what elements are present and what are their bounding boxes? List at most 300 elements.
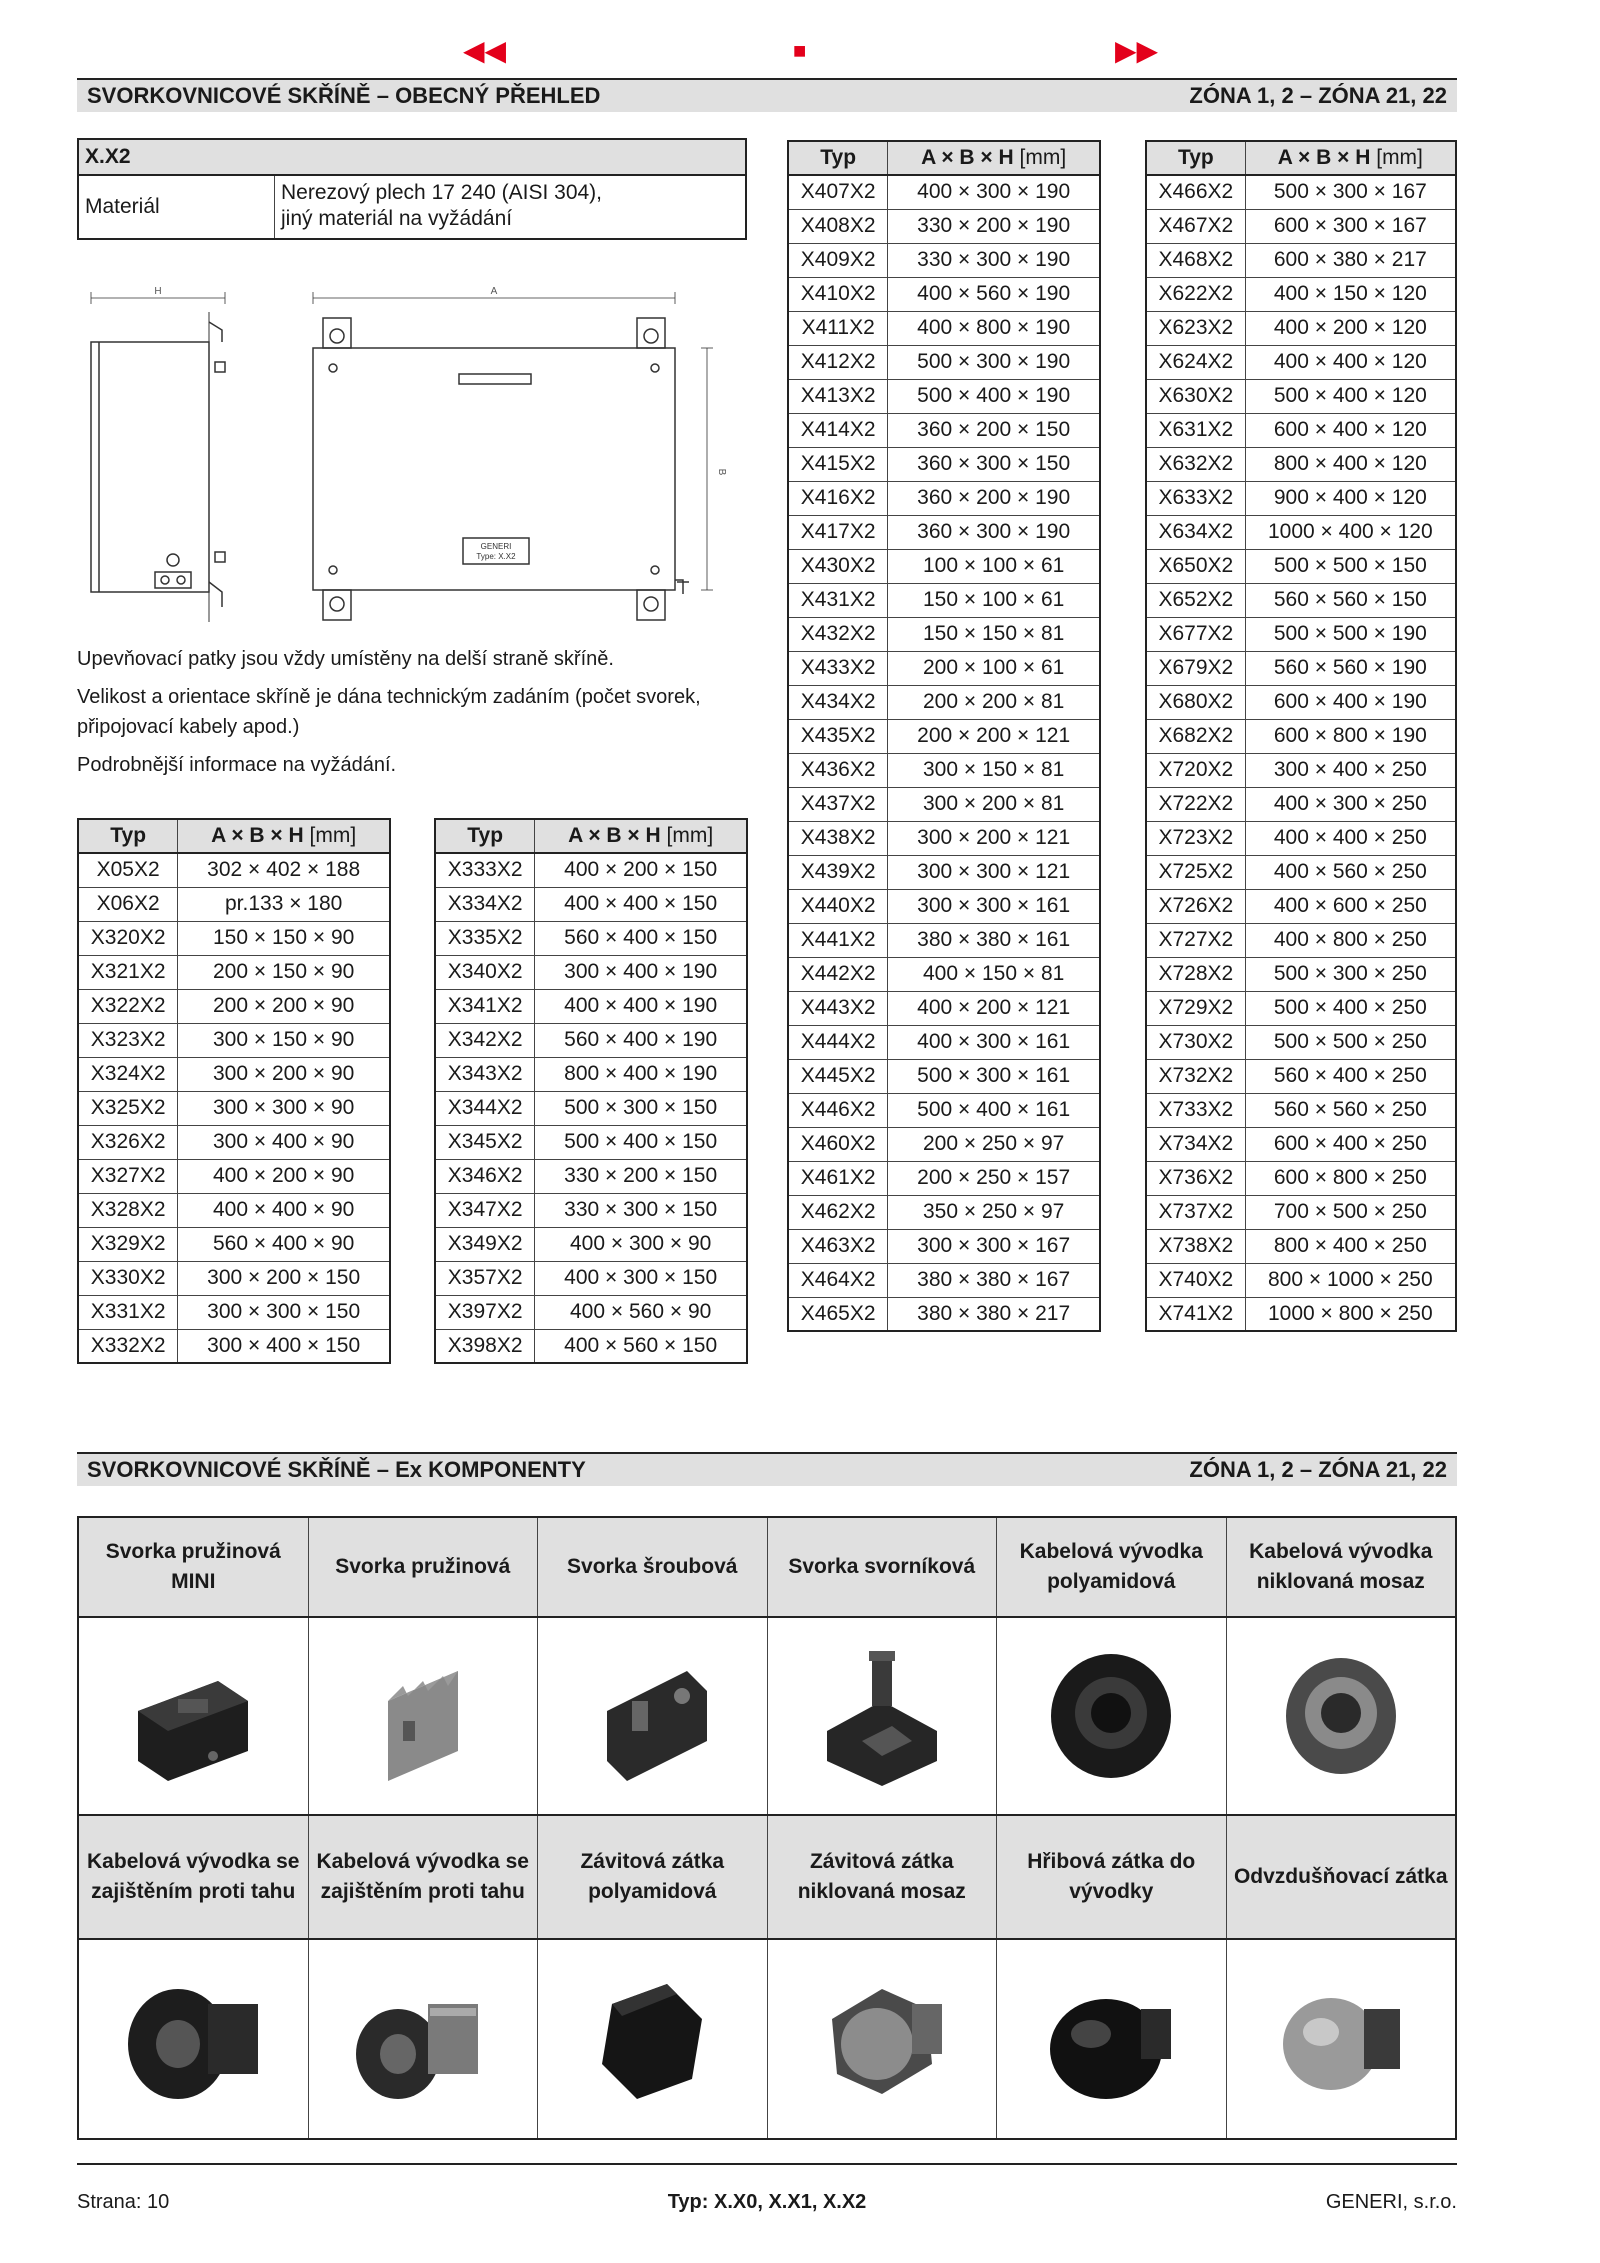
type-cell: X328X2 xyxy=(78,1193,178,1227)
plate-text: Type: X.X2 xyxy=(476,552,516,561)
type-cell: X467X2 xyxy=(1146,209,1245,243)
table-row xyxy=(788,957,1100,991)
type-cell: X432X2 xyxy=(788,617,888,651)
component-label-cell xyxy=(768,1816,998,1938)
type-cell: X325X2 xyxy=(78,1091,178,1125)
type-cell: X407X2 xyxy=(788,175,888,209)
dimension-cell: 600 × 300 × 167 xyxy=(1245,209,1456,243)
material-value xyxy=(275,176,608,238)
type-cell: X322X2 xyxy=(78,989,178,1023)
table-row xyxy=(788,311,1100,345)
table-row xyxy=(788,1093,1100,1127)
component-label-cell xyxy=(79,1518,309,1616)
type-cell: X332X2 xyxy=(78,1329,178,1363)
table-row xyxy=(435,1125,747,1159)
column-header-dimensions xyxy=(1245,141,1456,175)
table-row xyxy=(1146,1161,1456,1195)
column-header-type: Typ xyxy=(78,819,178,853)
type-cell: X321X2 xyxy=(78,955,178,989)
type-cell: X433X2 xyxy=(788,651,888,685)
dimension-cell: 150 × 150 × 81 xyxy=(888,617,1100,651)
dimension-cell: 560 × 560 × 150 xyxy=(1245,583,1456,617)
components-grid xyxy=(77,1516,1457,2140)
table-row xyxy=(788,1195,1100,1229)
unit-label: [mm] xyxy=(666,824,714,847)
dimension-cell: 500 × 500 × 250 xyxy=(1245,1025,1456,1059)
type-cell: X736X2 xyxy=(1146,1161,1245,1195)
dimension-cell: 500 × 400 × 190 xyxy=(888,379,1100,413)
table-row xyxy=(788,855,1100,889)
column-header-dimensions xyxy=(535,819,747,853)
components-label-row xyxy=(79,1814,1455,1940)
table-row xyxy=(435,1193,747,1227)
table-row xyxy=(78,1227,390,1261)
dimension-header-label: A × B × H xyxy=(568,824,661,847)
spring-terminal-image xyxy=(309,1618,539,1814)
table-row xyxy=(788,447,1100,481)
table-row xyxy=(788,1297,1100,1331)
dimension-cell: 360 × 300 × 150 xyxy=(888,447,1100,481)
type-cell: X442X2 xyxy=(788,957,888,991)
breather-plug-image xyxy=(1227,1940,1456,2138)
dimension-cell: 300 × 400 × 90 xyxy=(178,1125,390,1159)
cable-gland-polyamide-image xyxy=(997,1618,1227,1814)
material-header: X.X2 xyxy=(79,140,745,176)
component-label: Odvzdušňovací zátka xyxy=(1233,1865,1448,1888)
dimension-cell: 400 × 600 × 250 xyxy=(1245,889,1456,923)
table-row xyxy=(78,921,390,955)
table-row xyxy=(788,1025,1100,1059)
table-row xyxy=(78,1057,390,1091)
type-cell: X414X2 xyxy=(788,413,888,447)
material-box xyxy=(77,138,747,240)
dimension-cell: 1000 × 400 × 120 xyxy=(1245,515,1456,549)
type-cell: X408X2 xyxy=(788,209,888,243)
table-row xyxy=(1146,413,1456,447)
footer-types: Typ: X.X0, X.X1, X.X2 xyxy=(667,2191,867,2213)
type-cell: X345X2 xyxy=(435,1125,535,1159)
notes xyxy=(77,644,757,788)
column-header-type: Typ xyxy=(1146,141,1245,175)
table-row xyxy=(1146,991,1456,1025)
table-row xyxy=(1146,311,1456,345)
table-row xyxy=(1146,719,1456,753)
dimension-cell: 400 × 150 × 81 xyxy=(888,957,1100,991)
table-row xyxy=(788,277,1100,311)
component-label: Kabelová vývodka polyamidová xyxy=(1019,1540,1203,1593)
dimension-cell: 300 × 150 × 90 xyxy=(178,1023,390,1057)
dim-h-label: H xyxy=(154,286,162,297)
table-row xyxy=(1146,515,1456,549)
type-cell: X324X2 xyxy=(78,1057,178,1091)
component-label-cell xyxy=(997,1816,1227,1938)
table-row xyxy=(435,921,747,955)
dimension-cell: 900 × 400 × 120 xyxy=(1245,481,1456,515)
dimension-table-3 xyxy=(787,140,1101,1332)
dimension-cell: 600 × 400 × 190 xyxy=(1245,685,1456,719)
table-row xyxy=(788,175,1100,209)
home-icon[interactable]: ■ xyxy=(793,38,807,63)
type-cell: X738X2 xyxy=(1146,1229,1245,1263)
type-cell: X729X2 xyxy=(1146,991,1245,1025)
dimension-cell: 400 × 560 × 190 xyxy=(888,277,1100,311)
type-cell: X468X2 xyxy=(1146,243,1245,277)
table-row xyxy=(788,549,1100,583)
dimension-cell: 380 × 380 × 217 xyxy=(888,1297,1100,1331)
table-row xyxy=(435,1295,747,1329)
type-cell: X461X2 xyxy=(788,1161,888,1195)
dimension-cell: pr.133 × 180 xyxy=(178,887,390,921)
type-cell: X340X2 xyxy=(435,955,535,989)
dimension-cell: 400 × 560 × 250 xyxy=(1245,855,1456,889)
table-row xyxy=(1146,1025,1456,1059)
dimension-cell: 400 × 400 × 90 xyxy=(178,1193,390,1227)
threaded-plug-polyamide-image xyxy=(538,1940,768,2138)
table-row xyxy=(78,1023,390,1057)
unit-label: [mm] xyxy=(1376,146,1423,169)
dimension-cell: 300 × 200 × 150 xyxy=(178,1261,390,1295)
component-label: Hřibová zátka do vývodky xyxy=(1027,1850,1196,1903)
dimension-cell: 400 × 300 × 190 xyxy=(888,175,1100,209)
component-label-cell xyxy=(538,1518,768,1616)
dimension-cell: 400 × 200 × 150 xyxy=(535,853,747,887)
dimension-cell: 400 × 300 × 161 xyxy=(888,1025,1100,1059)
dimension-cell: 400 × 300 × 150 xyxy=(535,1261,747,1295)
table-row xyxy=(788,753,1100,787)
type-cell: X06X2 xyxy=(78,887,178,921)
type-cell: X05X2 xyxy=(78,853,178,887)
type-cell: X327X2 xyxy=(78,1159,178,1193)
table-row xyxy=(78,1261,390,1295)
table-row xyxy=(435,887,747,921)
type-cell: X331X2 xyxy=(78,1295,178,1329)
type-cell: X444X2 xyxy=(788,1025,888,1059)
component-label-cell xyxy=(997,1518,1227,1616)
table-row xyxy=(788,1229,1100,1263)
component-label-cell xyxy=(1227,1816,1456,1938)
dimension-cell: 560 × 560 × 190 xyxy=(1245,651,1456,685)
table-row xyxy=(1146,209,1456,243)
type-cell: X341X2 xyxy=(435,989,535,1023)
strain-relief-gland-image xyxy=(309,1940,539,2138)
cable-gland-nickel-brass-image xyxy=(1227,1618,1456,1814)
dimension-cell: 200 × 100 × 61 xyxy=(888,651,1100,685)
table-row xyxy=(788,209,1100,243)
component-label: Kabelová vývodka niklovaná mosaz xyxy=(1249,1540,1433,1593)
type-cell: X434X2 xyxy=(788,685,888,719)
table-row xyxy=(1146,957,1456,991)
table-row xyxy=(1146,481,1456,515)
type-cell: X335X2 xyxy=(435,921,535,955)
type-cell: X443X2 xyxy=(788,991,888,1025)
section-zone: ZÓNA 1, 2 – ZÓNA 21, 22 xyxy=(1189,83,1447,108)
table-row xyxy=(78,853,390,887)
dimension-cell: 500 × 300 × 190 xyxy=(888,345,1100,379)
dimension-cell: 350 × 250 × 97 xyxy=(888,1195,1100,1229)
column-header-type: Typ xyxy=(435,819,535,853)
dimension-cell: 560 × 400 × 150 xyxy=(535,921,747,955)
type-cell: X412X2 xyxy=(788,345,888,379)
table-row xyxy=(1146,617,1456,651)
footer xyxy=(77,2163,1457,2213)
table-header-row xyxy=(435,819,747,853)
dimension-cell: 200 × 250 × 97 xyxy=(888,1127,1100,1161)
table-row xyxy=(788,685,1100,719)
type-cell: X630X2 xyxy=(1146,379,1245,413)
table-row xyxy=(788,889,1100,923)
component-label: Závitová zátka niklovaná mosaz xyxy=(797,1850,966,1903)
type-cell: X728X2 xyxy=(1146,957,1245,991)
dimension-cell: 300 × 150 × 81 xyxy=(888,753,1100,787)
dimension-cell: 560 × 400 × 90 xyxy=(178,1227,390,1261)
dimension-cell: 360 × 200 × 190 xyxy=(888,481,1100,515)
type-cell: X329X2 xyxy=(78,1227,178,1261)
type-cell: X349X2 xyxy=(435,1227,535,1261)
dimension-cell: 600 × 380 × 217 xyxy=(1245,243,1456,277)
table-row xyxy=(788,719,1100,753)
type-cell: X741X2 xyxy=(1146,1297,1245,1331)
dimension-cell: 330 × 200 × 150 xyxy=(535,1159,747,1193)
dimension-cell: 150 × 150 × 90 xyxy=(178,921,390,955)
type-cell: X463X2 xyxy=(788,1229,888,1263)
dimension-cell: 400 × 400 × 190 xyxy=(535,989,747,1023)
dimension-cell: 500 × 400 × 120 xyxy=(1245,379,1456,413)
type-cell: X677X2 xyxy=(1146,617,1245,651)
component-label-cell xyxy=(309,1518,539,1616)
dimension-cell: 500 × 300 × 250 xyxy=(1245,957,1456,991)
components-image-row xyxy=(79,1940,1455,2138)
table-row xyxy=(1146,685,1456,719)
type-cell: X437X2 xyxy=(788,787,888,821)
unit-label: [mm] xyxy=(309,824,357,847)
table-row xyxy=(435,955,747,989)
section-header-components xyxy=(77,1452,1457,1486)
component-label-cell xyxy=(768,1518,998,1616)
component-label: Svorka šroubová xyxy=(567,1555,738,1578)
table-row xyxy=(788,243,1100,277)
dim-a-label: A xyxy=(490,286,498,297)
dimension-cell: 400 × 300 × 250 xyxy=(1245,787,1456,821)
dimension-cell: 400 × 400 × 250 xyxy=(1245,821,1456,855)
previous-page-icon[interactable]: ◀◀ xyxy=(463,35,507,66)
threaded-plug-nickel-brass-image xyxy=(768,1940,998,2138)
dimension-cell: 500 × 500 × 190 xyxy=(1245,617,1456,651)
dimension-cell: 400 × 800 × 190 xyxy=(888,311,1100,345)
type-cell: X417X2 xyxy=(788,515,888,549)
dimension-header-label: A × B × H xyxy=(1277,146,1371,169)
dimension-cell: 400 × 150 × 120 xyxy=(1245,277,1456,311)
type-cell: X722X2 xyxy=(1146,787,1245,821)
note: Upevňovací patky jsou vždy umístěny na delší straně skříně. xyxy=(77,648,614,670)
table-row xyxy=(788,379,1100,413)
section-header-overview xyxy=(77,78,1457,112)
type-cell: X440X2 xyxy=(788,889,888,923)
table-row xyxy=(78,1329,390,1363)
dimension-table-4 xyxy=(1145,140,1457,1332)
type-cell: X431X2 xyxy=(788,583,888,617)
type-cell: X334X2 xyxy=(435,887,535,921)
table-row xyxy=(788,821,1100,855)
type-cell: X441X2 xyxy=(788,923,888,957)
type-cell: X734X2 xyxy=(1146,1127,1245,1161)
table-row xyxy=(1146,821,1456,855)
table-row xyxy=(1146,1059,1456,1093)
type-cell: X740X2 xyxy=(1146,1263,1245,1297)
next-page-icon[interactable]: ▶▶ xyxy=(1115,35,1159,66)
type-cell: X445X2 xyxy=(788,1059,888,1093)
table-row xyxy=(1146,243,1456,277)
type-cell: X622X2 xyxy=(1146,277,1245,311)
dimension-cell: 600 × 800 × 250 xyxy=(1245,1161,1456,1195)
components-label-row xyxy=(79,1518,1455,1618)
type-cell: X342X2 xyxy=(435,1023,535,1057)
dimension-cell: 330 × 300 × 150 xyxy=(535,1193,747,1227)
note: Velikost a orientace skříně je dána technickým zadáním (počet svorek, připojovací kabely apod.) xyxy=(77,686,701,738)
table-row xyxy=(78,1159,390,1193)
dimension-cell: 302 × 402 × 188 xyxy=(178,853,390,887)
type-cell: X435X2 xyxy=(788,719,888,753)
type-cell: X416X2 xyxy=(788,481,888,515)
table-row xyxy=(1146,889,1456,923)
table-row xyxy=(78,955,390,989)
table-row xyxy=(788,583,1100,617)
column-header-dimensions xyxy=(888,141,1100,175)
dimension-cell: 200 × 250 × 157 xyxy=(888,1161,1100,1195)
table-row xyxy=(435,1057,747,1091)
dimension-cell: 380 × 380 × 167 xyxy=(888,1263,1100,1297)
section-title: SVORKOVNICOVÉ SKŘÍNĚ – OBECNÝ PŘEHLED xyxy=(87,83,601,108)
table-row xyxy=(1146,345,1456,379)
table-row xyxy=(788,413,1100,447)
type-cell: X679X2 xyxy=(1146,651,1245,685)
dimension-cell: 500 × 400 × 161 xyxy=(888,1093,1100,1127)
table-row xyxy=(788,1059,1100,1093)
type-cell: X344X2 xyxy=(435,1091,535,1125)
table-row xyxy=(435,1159,747,1193)
type-cell: X343X2 xyxy=(435,1057,535,1091)
dimension-cell: 560 × 560 × 250 xyxy=(1245,1093,1456,1127)
dimension-cell: 800 × 400 × 120 xyxy=(1245,447,1456,481)
dimension-cell: 300 × 300 × 121 xyxy=(888,855,1100,889)
screw-terminal-image xyxy=(538,1618,768,1814)
dimension-cell: 200 × 200 × 90 xyxy=(178,989,390,1023)
table-row xyxy=(78,1125,390,1159)
component-label: Kabelová vývodka se zajištěním proti tahu xyxy=(87,1850,300,1903)
dimension-cell: 300 × 400 × 190 xyxy=(535,955,747,989)
type-cell: X357X2 xyxy=(435,1261,535,1295)
type-cell: X466X2 xyxy=(1146,175,1245,209)
type-cell: X634X2 xyxy=(1146,515,1245,549)
type-cell: X413X2 xyxy=(788,379,888,413)
dimension-cell: 1000 × 800 × 250 xyxy=(1245,1297,1456,1331)
table-row xyxy=(1146,787,1456,821)
dimension-cell: 500 × 400 × 250 xyxy=(1245,991,1456,1025)
type-cell: X682X2 xyxy=(1146,719,1245,753)
dimension-cell: 400 × 400 × 120 xyxy=(1245,345,1456,379)
type-cell: X725X2 xyxy=(1146,855,1245,889)
type-cell: X411X2 xyxy=(788,311,888,345)
dimension-cell: 500 × 300 × 161 xyxy=(888,1059,1100,1093)
dimension-cell: 300 × 300 × 90 xyxy=(178,1091,390,1125)
material-value-line: Nerezový plech 17 240 (AISI 304), xyxy=(281,181,603,204)
mushroom-plug-image xyxy=(997,1940,1227,2138)
type-cell: X727X2 xyxy=(1146,923,1245,957)
table-row xyxy=(1146,1229,1456,1263)
table-row xyxy=(788,1263,1100,1297)
type-cell: X333X2 xyxy=(435,853,535,887)
type-cell: X723X2 xyxy=(1146,821,1245,855)
dimension-cell: 500 × 500 × 150 xyxy=(1245,549,1456,583)
dimension-cell: 300 × 300 × 161 xyxy=(888,889,1100,923)
dimension-cell: 400 × 400 × 150 xyxy=(535,887,747,921)
type-cell: X726X2 xyxy=(1146,889,1245,923)
component-label: Svorka pružinová MINI xyxy=(105,1540,281,1593)
dimension-cell: 400 × 560 × 90 xyxy=(535,1295,747,1329)
type-cell: X462X2 xyxy=(788,1195,888,1229)
component-label: Svorka svorníková xyxy=(788,1555,976,1578)
plate-text: GENERI xyxy=(480,542,512,551)
table-row xyxy=(1146,1263,1456,1297)
page-navigation xyxy=(0,36,1600,66)
dimension-cell: 800 × 400 × 250 xyxy=(1245,1229,1456,1263)
dimension-cell: 380 × 380 × 161 xyxy=(888,923,1100,957)
dimension-cell: 300 × 200 × 90 xyxy=(178,1057,390,1091)
table-row xyxy=(1146,1297,1456,1331)
type-cell: X460X2 xyxy=(788,1127,888,1161)
dimension-cell: 400 × 200 × 120 xyxy=(1245,311,1456,345)
type-cell: X632X2 xyxy=(1146,447,1245,481)
company-name: GENERI, s.r.o. xyxy=(1325,2191,1457,2213)
type-cell: X680X2 xyxy=(1146,685,1245,719)
component-label: Kabelová vývodka se zajištěním proti tahu xyxy=(316,1850,529,1903)
table-row xyxy=(435,1091,747,1125)
table-row xyxy=(1146,583,1456,617)
dimension-cell: 500 × 300 × 150 xyxy=(535,1091,747,1125)
dimension-cell: 400 × 560 × 150 xyxy=(535,1329,747,1363)
type-cell: X446X2 xyxy=(788,1093,888,1127)
dimension-cell: 800 × 400 × 190 xyxy=(535,1057,747,1091)
type-cell: X720X2 xyxy=(1146,753,1245,787)
table-row xyxy=(435,1329,747,1363)
components-image-row xyxy=(79,1618,1455,1814)
type-cell: X438X2 xyxy=(788,821,888,855)
type-cell: X650X2 xyxy=(1146,549,1245,583)
type-cell: X464X2 xyxy=(788,1263,888,1297)
component-label: Závitová zátka polyamidová xyxy=(580,1850,725,1903)
table-row xyxy=(435,853,747,887)
component-label: Svorka pružinová xyxy=(335,1555,511,1578)
table-row xyxy=(788,617,1100,651)
section-title: SVORKOVNICOVÉ SKŘÍNĚ – Ex KOMPONENTY xyxy=(87,1457,586,1482)
type-cell: X624X2 xyxy=(1146,345,1245,379)
table-row xyxy=(1146,1195,1456,1229)
dimension-cell: 560 × 400 × 190 xyxy=(535,1023,747,1057)
bolt-terminal-image xyxy=(768,1618,998,1814)
type-cell: X410X2 xyxy=(788,277,888,311)
dimension-cell: 330 × 300 × 190 xyxy=(888,243,1100,277)
dimension-cell: 300 × 400 × 150 xyxy=(178,1329,390,1363)
dimension-cell: 330 × 200 × 190 xyxy=(888,209,1100,243)
type-cell: X631X2 xyxy=(1146,413,1245,447)
type-cell: X633X2 xyxy=(1146,481,1245,515)
dimension-cell: 100 × 100 × 61 xyxy=(888,549,1100,583)
type-cell: X397X2 xyxy=(435,1295,535,1329)
table-row xyxy=(788,991,1100,1025)
table-row xyxy=(435,1227,747,1261)
dimension-cell: 400 × 300 × 90 xyxy=(535,1227,747,1261)
material-label: Materiál xyxy=(79,176,275,238)
table-row xyxy=(788,787,1100,821)
